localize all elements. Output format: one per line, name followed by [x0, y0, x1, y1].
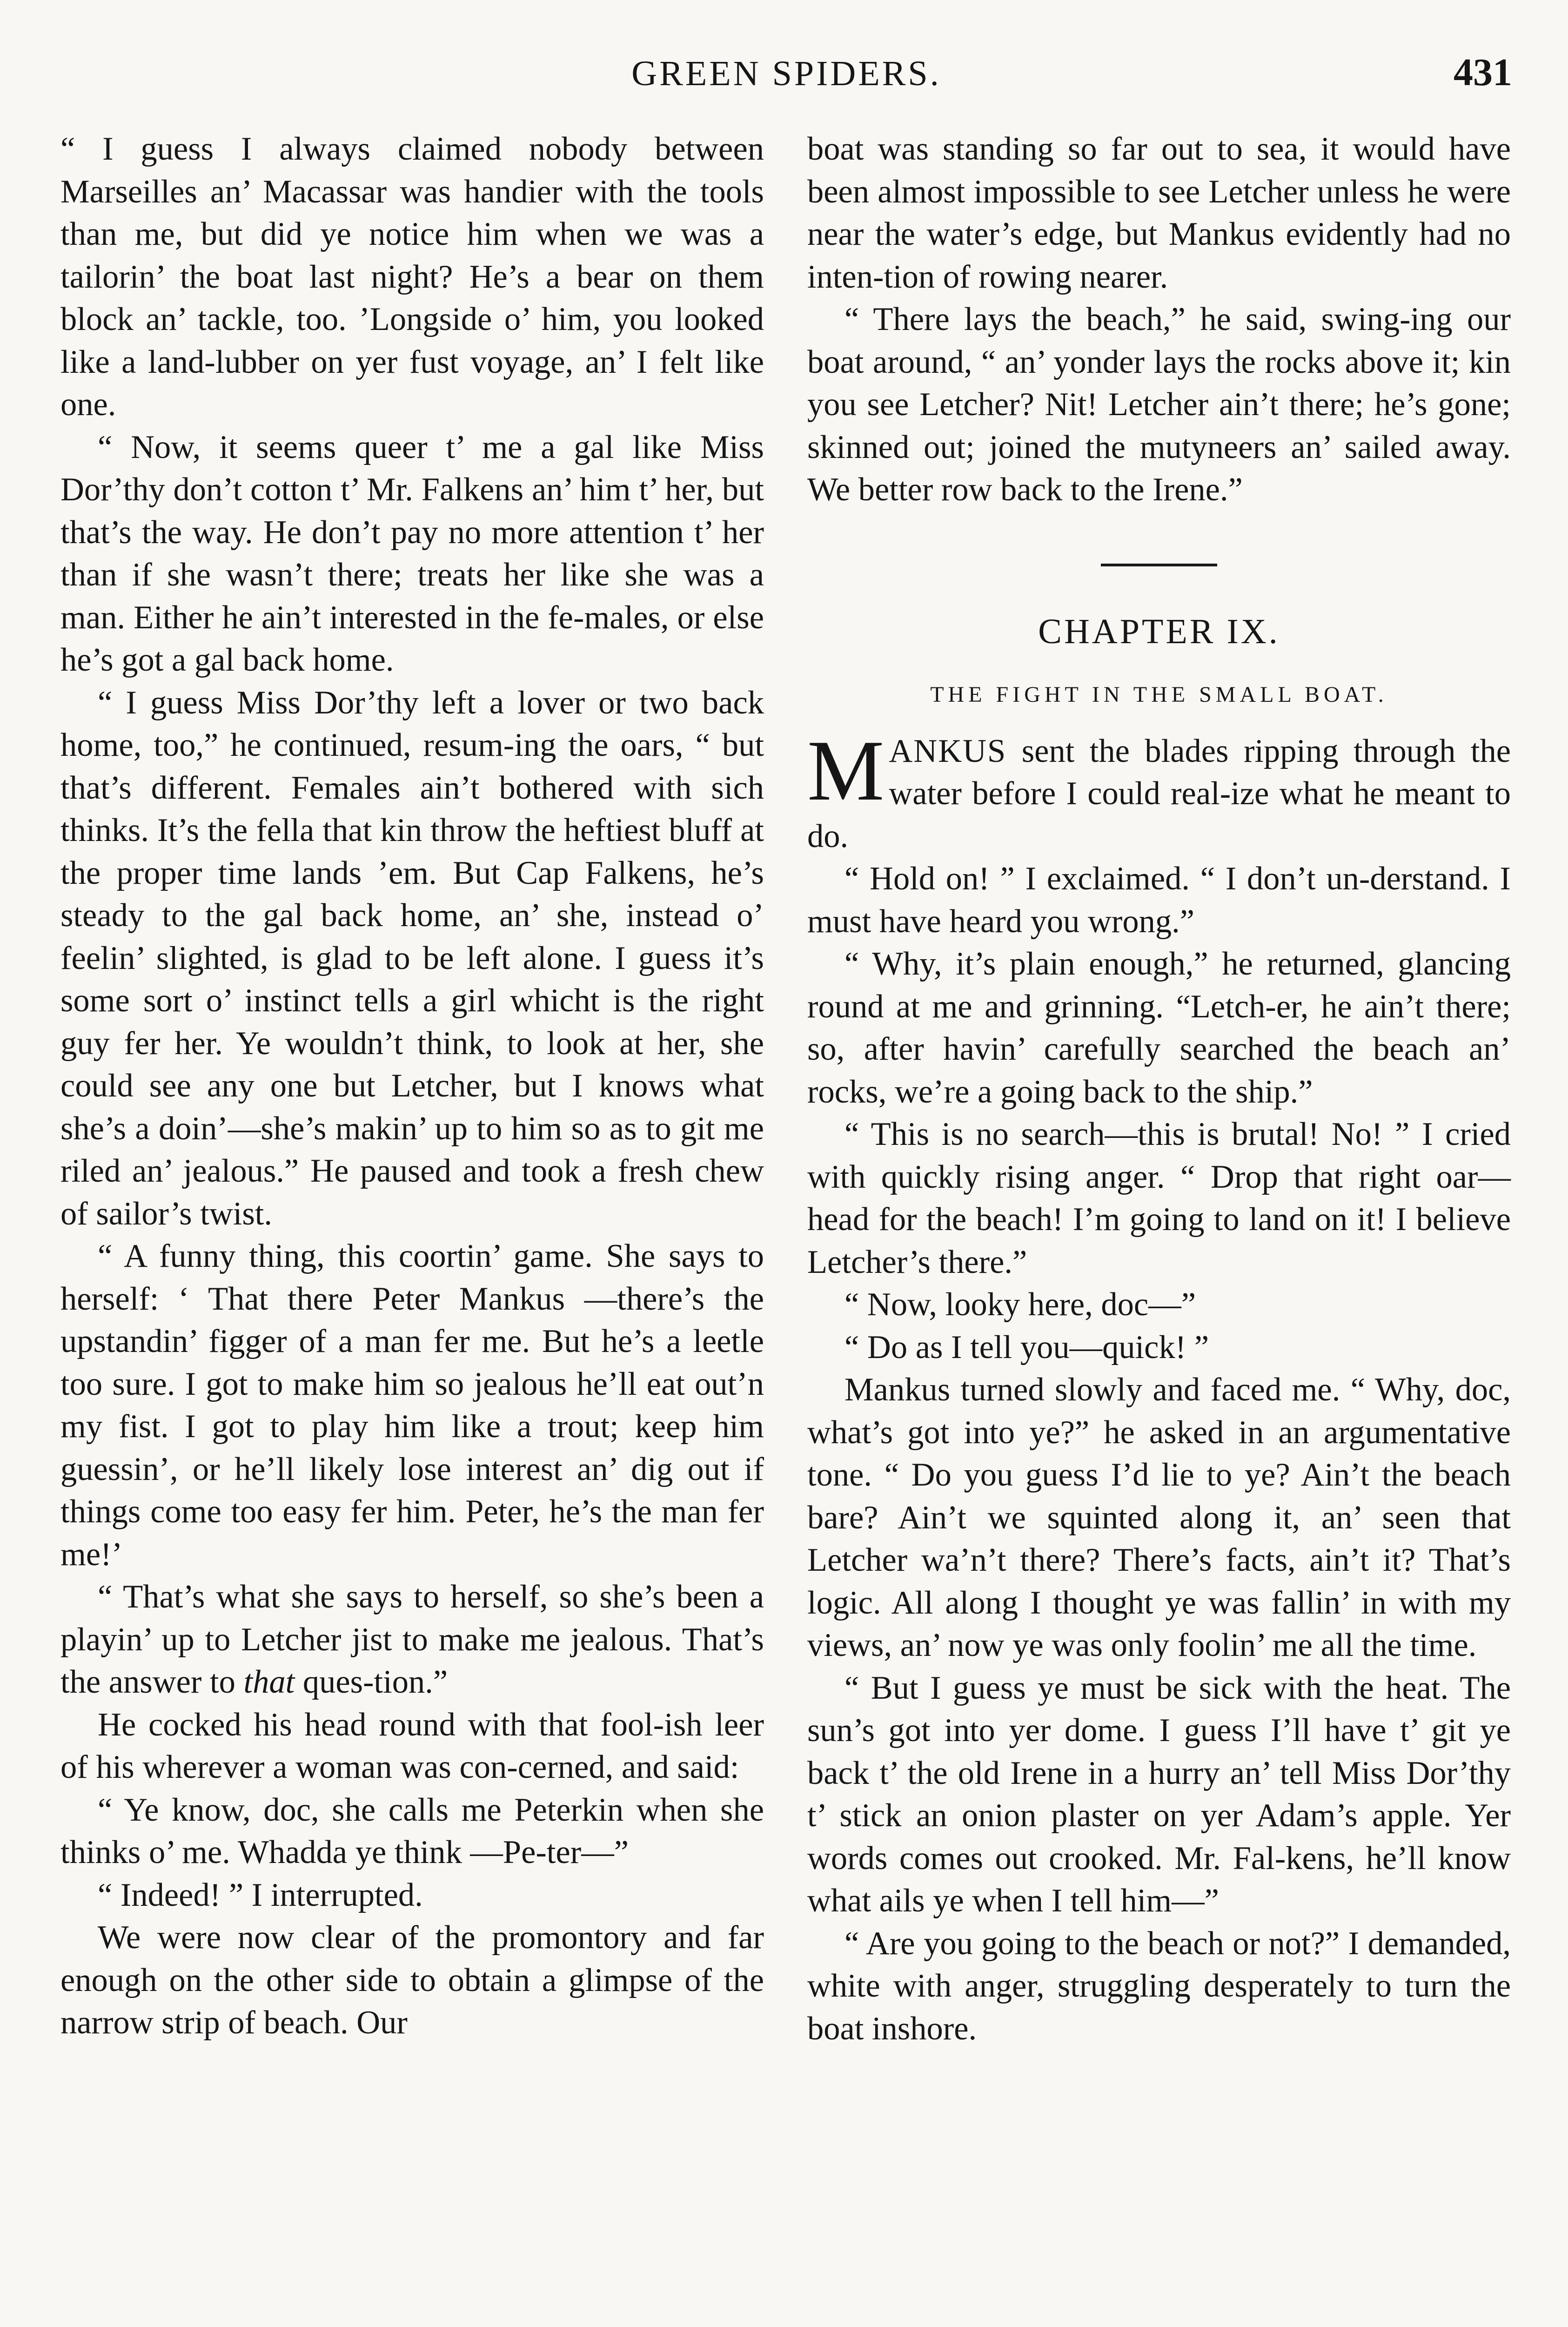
small-caps-lead: ANKUS: [889, 733, 1007, 769]
page-number: 431: [1454, 51, 1512, 94]
paragraph: “ This is no search—this is brutal! No! ” I cried with quickly rising anger. “ Drop that right oar—head for the beach! I’m going to land on it! I believe Letcher’s there.”: [807, 1116, 1511, 1280]
text-run: ques-tion.”: [295, 1664, 448, 1700]
page-header: [60, 44, 1512, 105]
paragraph: “ Hold on! ” I exclaimed. “ I don’t un-derstand. I must have heard you wrong.”: [807, 861, 1511, 940]
running-head: GREEN SPIDERS.: [631, 54, 941, 93]
paragraph: boat was standing so far out to sea, it would have been almost impossible to see Letcher unless he were near the water’s edge, but Mankus evidently had no inten-tion of rowing nearer.: [807, 131, 1511, 295]
chapter-opening-paragraph: [807, 722, 1511, 858]
paragraph: “ There lays the beach,” he said, swing-ing our boat around, “ an’ yonder lays the rocks above it; kin you see Letcher? Nit! Letcher ain’t there; he’s gone; skinned out; joined the mutyneers an’ sailed away. We better row back to the Irene.”: [807, 301, 1511, 508]
italic-word: that: [243, 1664, 295, 1700]
paragraph: “ But I guess ye must be sick with the heat. The sun’s got into yer dome. I guess I’ll have t’ git ye back t’ the old Irene in a hurry an’ tell Miss Dor’thy t’ stick an onion plaster on yer Adam’s apple. Yer words comes out crooked. Mr. Fal-kens, he’ll know what ails ye when I tell him—”: [807, 1669, 1511, 1919]
section-divider: [1101, 564, 1217, 566]
paragraph: [60, 1576, 764, 1704]
paragraph: “ I guess Miss Dor’thy left a lover or two back home, too,” he continued, resum-ing the oars, “ but that’s different. Females ain’t bothered with sich thinks. It’s the fella that kin throw the heftiest bluff at the proper time lands ’em. But Cap Falkens, he’s steady to the gal back home, an’ she, instead o’ feelin’ slighted, is glad to be left alone. I guess it’s some sort o’ instinct tells a girl whicht is the right guy fer her. Ye wouldn’t think, to look at her, she could see any one but Letcher, but I knows what she’s a doin’—she’s makin’ up to him so as to git me riled an’ jealous.” He paused and took a fresh chew of sailor’s twist.: [60, 684, 764, 1232]
paragraph: “ I guess I always claimed nobody between Marseilles an’ Macassar was handier with the tools than me, but did ye notice him when we was a tailorin’ the boat last night? He’s a bear on them block an’ tackle, too. ’Longside o’ him, you looked like a land-lubber on yer fust voyage, an’ I felt like one.: [60, 131, 764, 423]
paragraph: “ Do as I tell you—quick! ”: [844, 1329, 1209, 1365]
chapter-title: CHAPTER IX.: [1038, 612, 1280, 651]
left-column: [60, 128, 764, 2045]
chapter-subtitle: THE FIGHT IN THE SMALL BOAT.: [930, 682, 1388, 707]
paragraph: “ Why, it’s plain enough,” he returned, glancing round at me and grinning. “Letch-er, he ain’t there; so, after havin’ carefully searched the beach an’ rocks, we’re a going back to the ship.”: [807, 946, 1511, 1110]
right-column: [807, 128, 1511, 2050]
text-run: “ That’s what she says to herself, so she’s been a playin’ up to Letcher jist to make me jealous. That’s the answer to: [60, 1579, 764, 1700]
paragraph: Mankus turned slowly and faced me. “ Why, doc, what’s got into ye?” he asked in an argumentative tone. “ Do you guess I’d lie to ye? Ain’t the beach bare? Ain’t we squinted along it, an’ seen that Letcher wa’n’t there? There’s facts, ain’t it? That’s logic. All along I thought ye was fallin’ in with my views, an’ now ye was only foolin’ me all the time.: [807, 1372, 1511, 1663]
paragraph: We were now clear of the promontory and far enough on the other side to obtain a glimpse of the narrow strip of beach. Our: [60, 1919, 764, 2041]
paragraph: “ A funny thing, this coortin’ game. She says to herself: ‘ That there Peter Mankus —there’s the upstandin’ figger of a man fer me. But he’s a leetle too sure. I got to make him so jealous he’ll eat out’n my fist. I got to play him like a trout; keep him guessin’, or he’ll likely lose interest an’ dig out if things come too easy fer him. Peter, he’s the man fer me!’: [60, 1238, 764, 1573]
paragraph: “ Are you going to the beach or not?” I demanded, white with anger, struggling desperately to turn the boat inshore.: [807, 1925, 1511, 2047]
paragraph: “ Now, looky here, doc—”: [844, 1286, 1196, 1323]
text-run: sent the blades ripping through the water before I could real-ize what he meant to do.: [807, 733, 1511, 854]
paragraph: “ Ye know, doc, she calls me Peterkin when she thinks o’ me. Whadda ye think —Pe-ter—”: [60, 1791, 764, 1870]
paragraph: He cocked his head round with that fool-ish leer of his wherever a woman was con-cerned, and said:: [60, 1706, 764, 1785]
paragraph: “ Now, it seems queer t’ me a gal like Miss Dor’thy don’t cotton t’ Mr. Falkens an’ him t’ her, but that’s the way. He don’t pay no more attention t’ her than if she wasn’t there; treats her like she was a man. Either he ain’t interested in the fe-males, or else he’s got a gal back home.: [60, 429, 764, 678]
drop-cap: M: [807, 722, 885, 819]
paragraph: “ Indeed! ” I interrupted.: [98, 1876, 423, 1913]
